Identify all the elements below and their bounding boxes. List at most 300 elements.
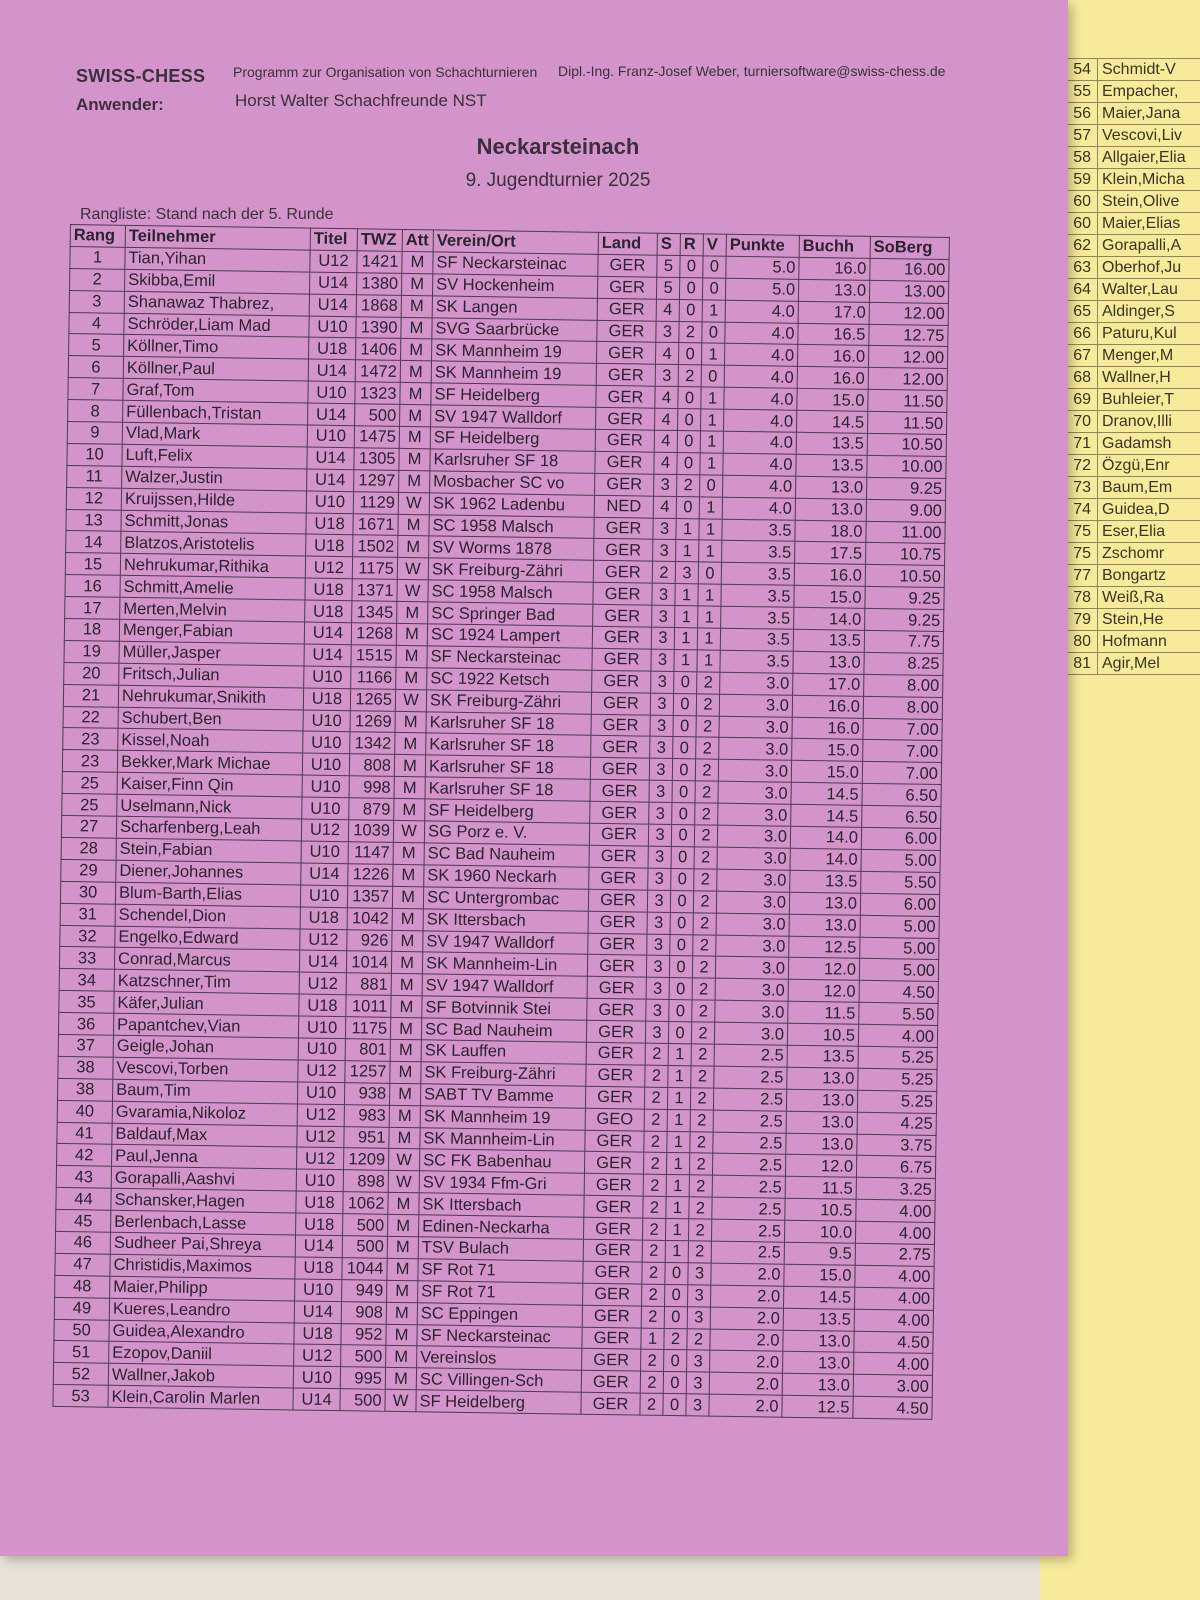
cell-rang: 3 xyxy=(69,290,124,313)
cell-verluste: 2 xyxy=(693,934,716,956)
cell-att: M xyxy=(401,273,432,295)
cell-siege: 2 xyxy=(652,562,675,584)
cell-att: M xyxy=(396,645,427,667)
cell-rang: 77 xyxy=(1061,565,1098,587)
cell-punkte: 4.0 xyxy=(724,387,797,410)
cell-remis: 0 xyxy=(678,409,701,431)
cell-land: GER xyxy=(594,539,653,562)
cell-verein: SC 1922 Ketsch xyxy=(427,668,592,692)
cell-twz: 1175 xyxy=(345,1017,390,1040)
cell-buchholz: 14.0 xyxy=(794,607,865,630)
cell-verein: SF Rot 71 xyxy=(418,1259,583,1283)
cell-verluste: 2 xyxy=(695,759,718,781)
cell-soberg: 9.25 xyxy=(867,477,946,500)
cell-rang: 74 xyxy=(1061,499,1098,521)
cell-remis: 0 xyxy=(679,277,702,299)
cell-teilnehmer: Oberhof,Ju xyxy=(1098,257,1200,279)
cell-soberg: 12.75 xyxy=(869,324,948,347)
cell-verluste: 2 xyxy=(692,978,715,1000)
cell-soberg: 10.50 xyxy=(867,433,946,456)
cell-punkte: 2.5 xyxy=(711,1219,784,1242)
cell-rang: 18 xyxy=(64,618,119,641)
cell-titel: U10 xyxy=(302,753,349,776)
cell-teilnehmer: Walzer,Justin xyxy=(122,466,307,491)
cell-soberg: 7.00 xyxy=(863,718,942,741)
cell-titel: U18 xyxy=(305,600,352,623)
cell-att: M xyxy=(399,426,430,448)
cell-rang: 2 xyxy=(70,268,125,291)
cell-teilnehmer: Kruijssen,Hilde xyxy=(121,488,306,513)
cell-buchholz: 13.0 xyxy=(796,476,867,499)
column-header-siege: S xyxy=(657,233,680,255)
cell-rang: 64 xyxy=(1061,279,1098,301)
cell-rang: 38 xyxy=(58,1056,113,1079)
cell-buchholz: 10.5 xyxy=(785,1198,856,1221)
cell-land: GER xyxy=(588,911,647,934)
cell-teilnehmer: Köllner,Timo xyxy=(124,335,309,360)
cell-att: M xyxy=(389,1083,420,1105)
cell-remis: 0 xyxy=(663,1394,686,1416)
cell-siege: 3 xyxy=(650,715,673,737)
cell-buchholz: 17.0 xyxy=(798,301,869,324)
cell-land: GER xyxy=(592,648,651,671)
cell-land: GER xyxy=(597,276,656,299)
cell-land: GER xyxy=(590,780,649,803)
cell-teilnehmer: Paturu,Kul xyxy=(1098,323,1200,345)
cell-teilnehmer: Sudheer Pai,Shreya xyxy=(110,1232,295,1257)
cell-siege: 4 xyxy=(656,299,679,321)
cell-att: M xyxy=(396,667,427,689)
cell-titel: U12 xyxy=(301,819,348,842)
cell-att: W xyxy=(388,1149,419,1171)
cell-land: GER xyxy=(591,714,650,737)
cell-teilnehmer: Kaiser,Finn Qin xyxy=(117,773,302,798)
cell-remis: 0 xyxy=(665,1262,688,1284)
cell-verein: SK Mannheim 19 xyxy=(432,339,597,363)
cell-siege: 2 xyxy=(644,1109,667,1131)
cell-verein: SF Heidelberg xyxy=(431,383,596,407)
cell-remis: 0 xyxy=(673,693,696,715)
cell-soberg: 13.00 xyxy=(869,280,948,303)
cell-siege: 2 xyxy=(642,1240,665,1262)
cell-teilnehmer: Graf,Tom xyxy=(123,379,308,404)
cell-siege: 3 xyxy=(656,321,679,343)
second-sheet-row xyxy=(1061,433,1200,455)
cell-titel: U10 xyxy=(298,1038,345,1061)
cell-teilnehmer: Stein,Olive xyxy=(1098,191,1200,213)
cell-punkte: 4.0 xyxy=(723,409,796,432)
cell-teilnehmer: Stein,He xyxy=(1098,609,1200,631)
ranking-body xyxy=(53,246,949,1419)
cell-soberg: 4.50 xyxy=(859,981,938,1004)
cell-twz: 1502 xyxy=(353,535,398,558)
cell-remis: 1 xyxy=(667,1087,690,1109)
cell-teilnehmer: Luft,Felix xyxy=(122,444,307,469)
cell-remis: 0 xyxy=(680,255,703,277)
cell-verluste: 2 xyxy=(688,1241,711,1263)
cell-twz: 983 xyxy=(344,1104,389,1127)
cell-remis: 3 xyxy=(675,562,698,584)
cell-remis: 1 xyxy=(666,1175,689,1197)
cell-siege: 3 xyxy=(649,780,672,802)
cell-punkte: 3.0 xyxy=(716,935,789,958)
cell-titel: U10 xyxy=(308,381,355,404)
cell-siege: 2 xyxy=(641,1306,664,1328)
cell-verluste: 1 xyxy=(698,584,721,606)
cell-teilnehmer: Kissel,Noah xyxy=(118,729,303,754)
cell-verein: SV 1947 Walldorf xyxy=(431,405,596,429)
cell-att: M xyxy=(399,448,430,470)
cell-soberg: 6.00 xyxy=(861,827,940,850)
cell-rang: 54 xyxy=(1061,59,1098,81)
cell-verein: Karlsruher SF 18 xyxy=(426,733,591,757)
cell-land: GER xyxy=(593,561,652,584)
cell-att: M xyxy=(395,711,426,733)
column-header-land: Land xyxy=(598,232,657,255)
cell-siege: 3 xyxy=(647,912,670,934)
cell-remis: 0 xyxy=(679,299,702,321)
cell-teilnehmer: Wallner,Jakob xyxy=(108,1364,293,1389)
cell-buchholz: 14.5 xyxy=(791,783,862,806)
cell-att: M xyxy=(389,1105,420,1127)
cell-siege: 3 xyxy=(652,583,675,605)
cell-rang: 72 xyxy=(1061,455,1098,477)
cell-twz: 1472 xyxy=(355,360,400,383)
cell-land: GER xyxy=(588,889,647,912)
cell-soberg: 4.50 xyxy=(853,1396,932,1419)
cell-siege: 3 xyxy=(651,671,674,693)
cell-punkte: 2.0 xyxy=(710,1329,783,1352)
cell-verluste: 2 xyxy=(690,1088,713,1110)
column-header-punkte: Punkte xyxy=(726,234,799,257)
cell-teilnehmer: Baldauf,Max xyxy=(112,1123,297,1148)
cell-rang: 52 xyxy=(53,1363,108,1386)
cell-verluste: 2 xyxy=(694,847,717,869)
cell-teilnehmer: Vlad,Mark xyxy=(122,422,307,447)
second-sheet-row xyxy=(1061,191,1200,213)
second-sheet-row xyxy=(1061,477,1200,499)
cell-titel: U18 xyxy=(305,578,352,601)
cell-buchholz: 13.0 xyxy=(793,651,864,674)
cell-teilnehmer: Schmitt,Jonas xyxy=(121,510,306,535)
cell-verein: SF Heidelberg xyxy=(416,1390,581,1414)
cell-att: M xyxy=(401,295,432,317)
cell-teilnehmer: Hofmann xyxy=(1098,631,1200,653)
cell-verein: SC 1958 Malsch xyxy=(428,580,593,604)
cell-teilnehmer: Uselmann,Nick xyxy=(117,794,302,819)
cell-titel: U14 xyxy=(308,359,355,382)
cell-twz: 908 xyxy=(341,1301,386,1324)
cell-soberg: 12.00 xyxy=(869,302,948,325)
cell-siege: 4 xyxy=(654,452,677,474)
cell-verein: SK Ittersbach xyxy=(423,908,588,932)
cell-teilnehmer: Berlenbach,Lasse xyxy=(111,1210,296,1235)
cell-titel: U10 xyxy=(302,797,349,820)
cell-buchholz: 10.0 xyxy=(784,1220,855,1243)
cell-punkte: 3.0 xyxy=(718,760,791,783)
cell-twz: 949 xyxy=(342,1279,387,1302)
cell-verein: SV 1934 Ffm-Gri xyxy=(419,1171,584,1195)
cell-punkte: 3.5 xyxy=(722,541,795,564)
cell-verluste: 0 xyxy=(701,365,724,387)
cell-verein: SK Mannheim-Lin xyxy=(420,1127,585,1151)
cell-att: W xyxy=(398,492,429,514)
cell-verein: Mosbacher SC vo xyxy=(430,471,595,495)
cell-verluste: 2 xyxy=(692,1000,715,1022)
cell-punkte: 3.0 xyxy=(717,869,790,892)
cell-remis: 0 xyxy=(670,934,693,956)
cell-rang: 47 xyxy=(55,1253,110,1276)
cell-siege: 3 xyxy=(653,518,676,540)
column-header-verein: Verein/Ort xyxy=(433,230,598,254)
cell-titel: U14 xyxy=(309,294,356,317)
cell-teilnehmer: Katzschner,Tim xyxy=(114,970,299,995)
cell-punkte: 4.0 xyxy=(723,431,796,454)
cell-siege: 2 xyxy=(642,1284,665,1306)
column-header-twz: TWZ xyxy=(357,229,402,252)
cell-titel: U18 xyxy=(306,535,353,558)
cell-twz: 1257 xyxy=(345,1061,390,1084)
cell-remis: 1 xyxy=(676,540,699,562)
cell-rang: 63 xyxy=(1061,257,1098,279)
cell-titel: U14 xyxy=(294,1301,341,1324)
cell-buchholz: 16.0 xyxy=(797,367,868,390)
cell-buchholz: 16.0 xyxy=(792,695,863,718)
cell-twz: 1371 xyxy=(352,579,397,602)
cell-teilnehmer: Tian,Yihan xyxy=(125,247,310,272)
cell-siege: 3 xyxy=(651,627,674,649)
cell-soberg: 9.25 xyxy=(865,587,944,610)
cell-verein: SC FK Babenhau xyxy=(419,1149,584,1173)
cell-verluste: 2 xyxy=(696,715,719,737)
cell-att: M xyxy=(400,361,431,383)
cell-siege: 3 xyxy=(649,802,672,824)
cell-rang: 5 xyxy=(69,334,124,357)
cell-att: M xyxy=(385,1368,416,1390)
cell-soberg: 5.25 xyxy=(858,1068,937,1091)
cell-rang: 56 xyxy=(1061,103,1098,125)
cell-land: GER xyxy=(596,342,655,365)
cell-siege: 3 xyxy=(646,999,669,1021)
cell-teilnehmer: Vescovi,Liv xyxy=(1098,125,1200,147)
cell-twz: 1129 xyxy=(353,491,398,514)
cell-twz: 500 xyxy=(343,1214,388,1237)
cell-verein: SK 1962 Ladenbu xyxy=(429,493,594,517)
cell-buchholz: 13.0 xyxy=(786,1111,857,1134)
cell-remis: 0 xyxy=(671,846,694,868)
cell-twz: 938 xyxy=(344,1082,389,1105)
cell-land: GER xyxy=(596,407,655,430)
cell-teilnehmer: Papantchev,Vian xyxy=(113,1013,298,1038)
cell-titel: U10 xyxy=(297,1082,344,1105)
cell-land: GER xyxy=(585,1086,644,1109)
cell-land: GER xyxy=(585,1130,644,1153)
cell-buchholz: 15.0 xyxy=(797,389,868,412)
cell-verein: SC Villingen-Sch xyxy=(416,1368,581,1392)
cell-twz: 1147 xyxy=(348,842,393,865)
cell-siege: 2 xyxy=(642,1218,665,1240)
cell-remis: 0 xyxy=(678,387,701,409)
cell-teilnehmer: Stein,Fabian xyxy=(116,838,301,863)
cell-soberg: 4.00 xyxy=(855,1265,934,1288)
cell-rang: 60 xyxy=(1061,191,1098,213)
cell-teilnehmer: Vescovi,Torben xyxy=(113,1057,298,1082)
cell-twz: 1044 xyxy=(342,1258,387,1281)
cell-rang: 15 xyxy=(65,553,120,576)
cell-soberg: 4.50 xyxy=(854,1331,933,1354)
cell-land: GER xyxy=(587,977,646,1000)
cell-punkte: 2.5 xyxy=(713,1110,786,1133)
cell-twz: 1039 xyxy=(348,820,393,843)
software-description: Programm zur Organisation von Schachturnieren xyxy=(233,64,538,80)
cell-soberg: 12.00 xyxy=(868,368,947,391)
cell-soberg: 4.00 xyxy=(854,1309,933,1332)
cell-verluste: 2 xyxy=(693,891,716,913)
cell-punkte: 2.0 xyxy=(710,1307,783,1330)
cell-verluste: 2 xyxy=(694,825,717,847)
cell-siege: 3 xyxy=(646,977,669,999)
cell-remis: 0 xyxy=(669,956,692,978)
cell-twz: 995 xyxy=(340,1367,385,1390)
cell-rang: 8 xyxy=(68,400,123,423)
cell-siege: 3 xyxy=(648,824,671,846)
second-sheet-row xyxy=(1061,235,1200,257)
cell-siege: 3 xyxy=(645,1021,668,1043)
cell-verein: SF Neckarsteinac xyxy=(417,1324,582,1348)
cell-rang: 29 xyxy=(61,859,116,882)
cell-rang: 20 xyxy=(64,662,119,685)
cell-soberg: 3.25 xyxy=(856,1178,935,1201)
cell-siege: 4 xyxy=(655,408,678,430)
cell-land: GER xyxy=(582,1327,641,1350)
cell-remis: 1 xyxy=(676,518,699,540)
cell-teilnehmer: Skibba,Emil xyxy=(125,269,310,294)
cell-soberg: 6.50 xyxy=(862,784,941,807)
software-brand: SWISS-CHESS xyxy=(76,66,206,86)
cell-titel: U10 xyxy=(309,316,356,339)
column-header-att: Att xyxy=(402,229,433,251)
cell-land: GER xyxy=(596,386,655,409)
cell-soberg: 5.50 xyxy=(859,1002,938,1025)
cell-siege: 5 xyxy=(657,255,680,277)
cell-rang: 14 xyxy=(66,531,121,554)
cell-titel: U14 xyxy=(299,950,346,973)
cell-remis: 1 xyxy=(665,1219,688,1241)
cell-verluste: 3 xyxy=(686,1372,709,1394)
cell-verluste: 3 xyxy=(686,1394,709,1416)
cell-verein: SF Botvinnik Stei xyxy=(422,996,587,1020)
cell-buchholz: 16.5 xyxy=(798,323,869,346)
cell-att: M xyxy=(390,1061,421,1083)
cell-teilnehmer: Füllenbach,Tristan xyxy=(123,400,308,425)
cell-teilnehmer: Paul,Jenna xyxy=(112,1145,297,1170)
cell-titel: U10 xyxy=(304,666,351,689)
cell-verein: SK Ittersbach xyxy=(419,1193,584,1217)
cell-att: W xyxy=(385,1390,416,1412)
cell-teilnehmer: Weiß,Ra xyxy=(1098,587,1200,609)
cell-punkte: 2.0 xyxy=(711,1263,784,1286)
cell-land: GER xyxy=(581,1371,640,1394)
cell-twz: 1345 xyxy=(352,601,397,624)
cell-land: GER xyxy=(589,845,648,868)
cell-verein: SK 1960 Neckarh xyxy=(424,865,589,889)
cell-remis: 0 xyxy=(669,978,692,1000)
cell-twz: 952 xyxy=(341,1323,386,1346)
cell-buchholz: 17.0 xyxy=(793,673,864,696)
cell-titel: U18 xyxy=(296,1213,343,1236)
cell-soberg: 8.00 xyxy=(864,674,943,697)
cell-verein: SC Untergrombac xyxy=(423,887,588,911)
cell-titel: U14 xyxy=(304,622,351,645)
cell-rang: 59 xyxy=(1061,169,1098,191)
cell-verluste: 0 xyxy=(698,562,721,584)
cell-remis: 1 xyxy=(667,1109,690,1131)
cell-siege: 3 xyxy=(647,890,670,912)
cell-rang: 66 xyxy=(1061,323,1098,345)
cell-soberg: 6.00 xyxy=(860,893,939,916)
cell-verein: SC 1958 Malsch xyxy=(429,514,594,538)
cell-titel: U14 xyxy=(301,863,348,886)
second-sheet-row xyxy=(1061,587,1200,609)
cell-titel: U18 xyxy=(299,994,346,1017)
cell-land: GER xyxy=(588,933,647,956)
cell-land: GER xyxy=(586,1042,645,1065)
cell-buchholz: 14.0 xyxy=(790,848,861,871)
cell-buchholz: 16.0 xyxy=(794,564,865,587)
cell-twz: 1323 xyxy=(355,382,400,405)
cell-buchholz: 14.5 xyxy=(791,804,862,827)
cell-land: GER xyxy=(586,1064,645,1087)
cell-soberg: 8.25 xyxy=(864,652,943,675)
cell-teilnehmer: Schendel,Dion xyxy=(115,904,300,929)
cell-remis: 1 xyxy=(666,1197,689,1219)
cell-verluste: 3 xyxy=(688,1285,711,1307)
cell-att: M xyxy=(388,1214,419,1236)
cell-verein: SF Rot 71 xyxy=(418,1281,583,1305)
cell-verluste: 1 xyxy=(700,431,723,453)
cell-teilnehmer: Ezopov,Daniil xyxy=(109,1342,294,1367)
cell-twz: 1268 xyxy=(351,623,396,646)
cell-siege: 3 xyxy=(646,956,669,978)
cell-punkte: 3.0 xyxy=(715,957,788,980)
cell-siege: 2 xyxy=(640,1371,663,1393)
cell-teilnehmer: Klein,Micha xyxy=(1098,169,1200,191)
cell-twz: 951 xyxy=(344,1126,389,1149)
cell-verluste: 2 xyxy=(689,1175,712,1197)
cell-rang: 50 xyxy=(54,1319,109,1342)
cell-rang: 48 xyxy=(55,1275,110,1298)
cell-punkte: 2.0 xyxy=(711,1285,784,1308)
cell-buchholz: 13.0 xyxy=(787,1067,858,1090)
cell-buchholz: 13.0 xyxy=(783,1352,854,1375)
cell-buchholz: 18.0 xyxy=(795,520,866,543)
cell-twz: 1357 xyxy=(347,885,392,908)
cell-rang: 17 xyxy=(65,597,120,620)
cell-titel: U18 xyxy=(309,338,356,361)
cell-att: M xyxy=(390,1039,421,1061)
cell-verein: SVG Saarbrücke xyxy=(432,317,597,341)
cell-teilnehmer: Kueres,Leandro xyxy=(109,1298,294,1323)
cell-land: GER xyxy=(584,1152,643,1175)
cell-punkte: 2.5 xyxy=(713,1132,786,1155)
cell-punkte: 3.0 xyxy=(718,781,791,804)
cell-verluste: 2 xyxy=(695,781,718,803)
cell-twz: 1166 xyxy=(351,667,396,690)
cell-att: M xyxy=(393,842,424,864)
cell-rang: 60 xyxy=(1061,213,1098,235)
cell-punkte: 2.5 xyxy=(712,1154,785,1177)
cell-verein: TSV Bulach xyxy=(418,1237,583,1261)
